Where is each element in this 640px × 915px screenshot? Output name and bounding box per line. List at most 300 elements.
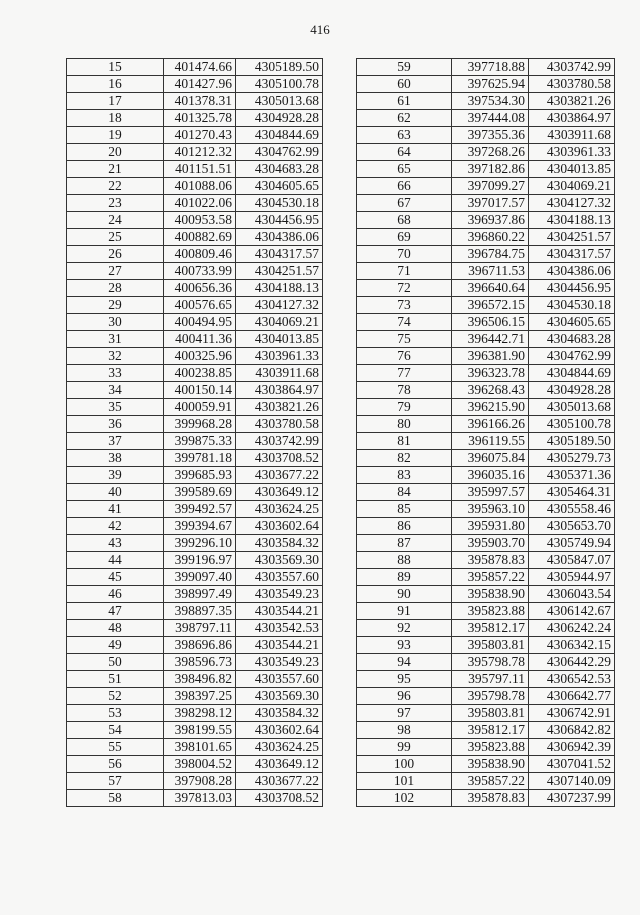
table-row [67, 773, 323, 790]
table-row [357, 756, 615, 773]
y-coordinate: 4305558.46 [529, 501, 615, 518]
point-number: 64 [357, 144, 452, 161]
y-coordinate: 4305749.94 [529, 535, 615, 552]
point-number: 59 [357, 59, 452, 76]
x-coordinate: 397908.28 [164, 773, 236, 790]
y-coordinate: 4304386.06 [236, 229, 323, 246]
table-row [67, 722, 323, 739]
x-coordinate: 395878.83 [452, 552, 529, 569]
x-coordinate: 401151.51 [164, 161, 236, 178]
y-coordinate: 4304317.57 [529, 246, 615, 263]
x-coordinate: 400576.65 [164, 297, 236, 314]
point-number: 70 [357, 246, 452, 263]
y-coordinate: 4303584.32 [236, 535, 323, 552]
point-number: 36 [67, 416, 164, 433]
point-number: 74 [357, 314, 452, 331]
point-number: 38 [67, 450, 164, 467]
point-number: 23 [67, 195, 164, 212]
table-row [357, 705, 615, 722]
table-row [67, 620, 323, 637]
y-coordinate: 4306043.54 [529, 586, 615, 603]
point-number: 102 [357, 790, 452, 807]
table-row [357, 790, 615, 807]
table-row [67, 365, 323, 382]
point-number: 40 [67, 484, 164, 501]
point-number: 42 [67, 518, 164, 535]
point-number: 79 [357, 399, 452, 416]
y-coordinate: 4303742.99 [236, 433, 323, 450]
table-row [67, 535, 323, 552]
point-number: 32 [67, 348, 164, 365]
x-coordinate: 400953.58 [164, 212, 236, 229]
x-coordinate: 396119.55 [452, 433, 529, 450]
table-row [67, 688, 323, 705]
x-coordinate: 396035.16 [452, 467, 529, 484]
point-number: 51 [67, 671, 164, 688]
point-number: 52 [67, 688, 164, 705]
x-coordinate: 401088.06 [164, 178, 236, 195]
y-coordinate: 4303708.52 [236, 790, 323, 807]
table-row [357, 127, 615, 144]
table-row [357, 110, 615, 127]
point-number: 63 [357, 127, 452, 144]
table-row [357, 76, 615, 93]
table-row [67, 297, 323, 314]
point-number: 73 [357, 297, 452, 314]
table-row [357, 467, 615, 484]
table-row [67, 467, 323, 484]
y-coordinate: 4303821.26 [529, 93, 615, 110]
y-coordinate: 4306442.29 [529, 654, 615, 671]
x-coordinate: 400494.95 [164, 314, 236, 331]
table-row [357, 144, 615, 161]
table-row [67, 637, 323, 654]
x-coordinate: 396860.22 [452, 229, 529, 246]
x-coordinate: 396268.43 [452, 382, 529, 399]
table-row [67, 603, 323, 620]
x-coordinate: 396381.90 [452, 348, 529, 365]
table-row [67, 93, 323, 110]
y-coordinate: 4306742.91 [529, 705, 615, 722]
x-coordinate: 399875.33 [164, 433, 236, 450]
point-number: 43 [67, 535, 164, 552]
x-coordinate: 399394.67 [164, 518, 236, 535]
table-row [357, 484, 615, 501]
y-coordinate: 4303708.52 [236, 450, 323, 467]
y-coordinate: 4304127.32 [529, 195, 615, 212]
y-coordinate: 4303780.58 [236, 416, 323, 433]
x-coordinate: 395997.57 [452, 484, 529, 501]
point-number: 69 [357, 229, 452, 246]
x-coordinate: 396572.15 [452, 297, 529, 314]
table-row [357, 552, 615, 569]
x-coordinate: 397444.08 [452, 110, 529, 127]
table-row [67, 178, 323, 195]
y-coordinate: 4304605.65 [236, 178, 323, 195]
y-coordinate: 4306642.77 [529, 688, 615, 705]
y-coordinate: 4307237.99 [529, 790, 615, 807]
y-coordinate: 4304530.18 [529, 297, 615, 314]
point-number: 21 [67, 161, 164, 178]
point-number: 68 [357, 212, 452, 229]
point-number: 72 [357, 280, 452, 297]
x-coordinate: 400882.69 [164, 229, 236, 246]
table-row [67, 586, 323, 603]
table-row [67, 246, 323, 263]
y-coordinate: 4303911.68 [236, 365, 323, 382]
x-coordinate: 395823.88 [452, 603, 529, 620]
x-coordinate: 401325.78 [164, 110, 236, 127]
x-coordinate: 401022.06 [164, 195, 236, 212]
y-coordinate: 4305013.68 [236, 93, 323, 110]
y-coordinate: 4304605.65 [529, 314, 615, 331]
table-row [67, 110, 323, 127]
y-coordinate: 4303864.97 [236, 382, 323, 399]
y-coordinate: 4307140.09 [529, 773, 615, 790]
y-coordinate: 4306842.82 [529, 722, 615, 739]
point-number: 25 [67, 229, 164, 246]
point-number: 66 [357, 178, 452, 195]
table-row [67, 671, 323, 688]
table-row [357, 569, 615, 586]
table-row [67, 76, 323, 93]
table-row [357, 501, 615, 518]
x-coordinate: 395838.90 [452, 586, 529, 603]
point-number: 83 [357, 467, 452, 484]
table-row [357, 399, 615, 416]
x-coordinate: 397355.36 [452, 127, 529, 144]
point-number: 34 [67, 382, 164, 399]
point-number: 86 [357, 518, 452, 535]
y-coordinate: 4304386.06 [529, 263, 615, 280]
x-coordinate: 400809.46 [164, 246, 236, 263]
table-row [357, 365, 615, 382]
x-coordinate: 398696.86 [164, 637, 236, 654]
y-coordinate: 4304251.57 [236, 263, 323, 280]
point-number: 91 [357, 603, 452, 620]
y-coordinate: 4303911.68 [529, 127, 615, 144]
y-coordinate: 4304928.28 [236, 110, 323, 127]
point-number: 98 [357, 722, 452, 739]
table-row [67, 212, 323, 229]
y-coordinate: 4303780.58 [529, 76, 615, 93]
x-coordinate: 396442.71 [452, 331, 529, 348]
y-coordinate: 4303742.99 [529, 59, 615, 76]
x-coordinate: 401270.43 [164, 127, 236, 144]
point-number: 35 [67, 399, 164, 416]
x-coordinate: 401212.32 [164, 144, 236, 161]
y-coordinate: 4304013.85 [236, 331, 323, 348]
coordinates-table-left [66, 58, 323, 807]
y-coordinate: 4303544.21 [236, 637, 323, 654]
y-coordinate: 4305100.78 [529, 416, 615, 433]
y-coordinate: 4304251.57 [529, 229, 615, 246]
y-coordinate: 4303961.33 [529, 144, 615, 161]
x-coordinate: 398397.25 [164, 688, 236, 705]
point-number: 37 [67, 433, 164, 450]
y-coordinate: 4304456.95 [529, 280, 615, 297]
y-coordinate: 4303549.23 [236, 654, 323, 671]
x-coordinate: 400238.85 [164, 365, 236, 382]
y-coordinate: 4304683.28 [529, 331, 615, 348]
y-coordinate: 4304069.21 [236, 314, 323, 331]
point-number: 27 [67, 263, 164, 280]
y-coordinate: 4304127.32 [236, 297, 323, 314]
table-row [357, 586, 615, 603]
y-coordinate: 4305279.73 [529, 450, 615, 467]
table-row [357, 331, 615, 348]
table-row [357, 229, 615, 246]
x-coordinate: 395797.11 [452, 671, 529, 688]
point-number: 39 [67, 467, 164, 484]
y-coordinate: 4303602.64 [236, 722, 323, 739]
y-coordinate: 4303649.12 [236, 484, 323, 501]
point-number: 26 [67, 246, 164, 263]
table-row [357, 212, 615, 229]
y-coordinate: 4304188.13 [529, 212, 615, 229]
point-number: 28 [67, 280, 164, 297]
point-number: 30 [67, 314, 164, 331]
x-coordinate: 399685.93 [164, 467, 236, 484]
x-coordinate: 395838.90 [452, 756, 529, 773]
x-coordinate: 395963.10 [452, 501, 529, 518]
y-coordinate: 4304844.69 [236, 127, 323, 144]
x-coordinate: 400325.96 [164, 348, 236, 365]
x-coordinate: 398199.55 [164, 722, 236, 739]
point-number: 84 [357, 484, 452, 501]
x-coordinate: 399968.28 [164, 416, 236, 433]
table-row [357, 450, 615, 467]
point-number: 97 [357, 705, 452, 722]
x-coordinate: 400733.99 [164, 263, 236, 280]
x-coordinate: 399589.69 [164, 484, 236, 501]
point-number: 101 [357, 773, 452, 790]
table-row [67, 739, 323, 756]
point-number: 89 [357, 569, 452, 586]
y-coordinate: 4304762.99 [236, 144, 323, 161]
table-row [67, 552, 323, 569]
table-row [357, 535, 615, 552]
table-row [67, 280, 323, 297]
y-coordinate: 4304683.28 [236, 161, 323, 178]
y-coordinate: 4303624.25 [236, 739, 323, 756]
x-coordinate: 400059.91 [164, 399, 236, 416]
x-coordinate: 397813.03 [164, 790, 236, 807]
table-row [357, 671, 615, 688]
x-coordinate: 397718.88 [452, 59, 529, 76]
x-coordinate: 399781.18 [164, 450, 236, 467]
point-number: 53 [67, 705, 164, 722]
point-number: 62 [357, 110, 452, 127]
table-row [357, 93, 615, 110]
table-row [357, 688, 615, 705]
x-coordinate: 397534.30 [452, 93, 529, 110]
point-number: 82 [357, 450, 452, 467]
y-coordinate: 4303557.60 [236, 671, 323, 688]
x-coordinate: 397268.26 [452, 144, 529, 161]
y-coordinate: 4303649.12 [236, 756, 323, 773]
x-coordinate: 397017.57 [452, 195, 529, 212]
y-coordinate: 4306142.67 [529, 603, 615, 620]
x-coordinate: 395803.81 [452, 637, 529, 654]
y-coordinate: 4304188.13 [236, 280, 323, 297]
table-row [357, 433, 615, 450]
x-coordinate: 400656.36 [164, 280, 236, 297]
y-coordinate: 4305944.97 [529, 569, 615, 586]
y-coordinate: 4303624.25 [236, 501, 323, 518]
y-coordinate: 4306342.15 [529, 637, 615, 654]
x-coordinate: 396640.64 [452, 280, 529, 297]
x-coordinate: 396937.86 [452, 212, 529, 229]
y-coordinate: 4304530.18 [236, 195, 323, 212]
y-coordinate: 4304762.99 [529, 348, 615, 365]
table-row [67, 433, 323, 450]
point-number: 46 [67, 586, 164, 603]
table-row [357, 59, 615, 76]
y-coordinate: 4305013.68 [529, 399, 615, 416]
x-coordinate: 398997.49 [164, 586, 236, 603]
point-number: 41 [67, 501, 164, 518]
table-row [67, 654, 323, 671]
point-number: 18 [67, 110, 164, 127]
x-coordinate: 396711.53 [452, 263, 529, 280]
table-row [357, 518, 615, 535]
x-coordinate: 398797.11 [164, 620, 236, 637]
y-coordinate: 4303677.22 [236, 773, 323, 790]
y-coordinate: 4306542.53 [529, 671, 615, 688]
x-coordinate: 399097.40 [164, 569, 236, 586]
x-coordinate: 398596.73 [164, 654, 236, 671]
x-coordinate: 397625.94 [452, 76, 529, 93]
y-coordinate: 4304013.85 [529, 161, 615, 178]
x-coordinate: 398101.65 [164, 739, 236, 756]
table-row [67, 756, 323, 773]
point-number: 75 [357, 331, 452, 348]
y-coordinate: 4303549.23 [236, 586, 323, 603]
y-coordinate: 4305100.78 [236, 76, 323, 93]
table-row [67, 348, 323, 365]
coordinates-table-right [356, 58, 615, 807]
table-row [67, 790, 323, 807]
point-number: 56 [67, 756, 164, 773]
table-row [357, 161, 615, 178]
y-coordinate: 4303544.21 [236, 603, 323, 620]
x-coordinate: 398897.35 [164, 603, 236, 620]
table-row [357, 416, 615, 433]
y-coordinate: 4304928.28 [529, 382, 615, 399]
point-number: 50 [67, 654, 164, 671]
point-number: 67 [357, 195, 452, 212]
y-coordinate: 4304069.21 [529, 178, 615, 195]
table-row [67, 127, 323, 144]
x-coordinate: 399296.10 [164, 535, 236, 552]
page-number: 416 [310, 22, 330, 37]
x-coordinate: 395798.78 [452, 654, 529, 671]
y-coordinate: 4303677.22 [236, 467, 323, 484]
y-coordinate: 4305653.70 [529, 518, 615, 535]
table-row [357, 654, 615, 671]
point-number: 90 [357, 586, 452, 603]
table-row [357, 620, 615, 637]
x-coordinate: 395823.88 [452, 739, 529, 756]
table-row [357, 195, 615, 212]
y-coordinate: 4303961.33 [236, 348, 323, 365]
y-coordinate: 4303542.53 [236, 620, 323, 637]
y-coordinate: 4303557.60 [236, 569, 323, 586]
point-number: 17 [67, 93, 164, 110]
table-row [67, 59, 323, 76]
table-row [357, 314, 615, 331]
point-number: 57 [67, 773, 164, 790]
x-coordinate: 399492.57 [164, 501, 236, 518]
x-coordinate: 396784.75 [452, 246, 529, 263]
x-coordinate: 395857.22 [452, 773, 529, 790]
table-row [67, 416, 323, 433]
point-number: 45 [67, 569, 164, 586]
point-number: 92 [357, 620, 452, 637]
x-coordinate: 395878.83 [452, 790, 529, 807]
y-coordinate: 4305464.31 [529, 484, 615, 501]
point-number: 24 [67, 212, 164, 229]
y-coordinate: 4303569.30 [236, 552, 323, 569]
x-coordinate: 395931.80 [452, 518, 529, 535]
x-coordinate: 395857.22 [452, 569, 529, 586]
x-coordinate: 398298.12 [164, 705, 236, 722]
x-coordinate: 396166.26 [452, 416, 529, 433]
y-coordinate: 4303821.26 [236, 399, 323, 416]
table-row [67, 195, 323, 212]
table-row [357, 280, 615, 297]
y-coordinate: 4307041.52 [529, 756, 615, 773]
y-coordinate: 4304844.69 [529, 365, 615, 382]
x-coordinate: 395812.17 [452, 620, 529, 637]
point-number: 60 [357, 76, 452, 93]
point-number: 78 [357, 382, 452, 399]
table-row [357, 603, 615, 620]
point-number: 94 [357, 654, 452, 671]
table-row [67, 484, 323, 501]
y-coordinate: 4303584.32 [236, 705, 323, 722]
x-coordinate: 400411.36 [164, 331, 236, 348]
point-number: 87 [357, 535, 452, 552]
point-number: 58 [67, 790, 164, 807]
x-coordinate: 397182.86 [452, 161, 529, 178]
table-row [357, 722, 615, 739]
table-row [357, 178, 615, 195]
point-number: 95 [357, 671, 452, 688]
point-number: 85 [357, 501, 452, 518]
table-row [357, 348, 615, 365]
y-coordinate: 4303602.64 [236, 518, 323, 535]
point-number: 29 [67, 297, 164, 314]
table-row [357, 637, 615, 654]
table-row [67, 314, 323, 331]
y-coordinate: 4306242.24 [529, 620, 615, 637]
y-coordinate: 4304317.57 [236, 246, 323, 263]
x-coordinate: 400150.14 [164, 382, 236, 399]
point-number: 22 [67, 178, 164, 195]
point-number: 48 [67, 620, 164, 637]
x-coordinate: 395803.81 [452, 705, 529, 722]
table-row [67, 263, 323, 280]
point-number: 100 [357, 756, 452, 773]
table-row [357, 382, 615, 399]
x-coordinate: 398496.82 [164, 671, 236, 688]
y-coordinate: 4305189.50 [529, 433, 615, 450]
x-coordinate: 395812.17 [452, 722, 529, 739]
point-number: 20 [67, 144, 164, 161]
point-number: 49 [67, 637, 164, 654]
